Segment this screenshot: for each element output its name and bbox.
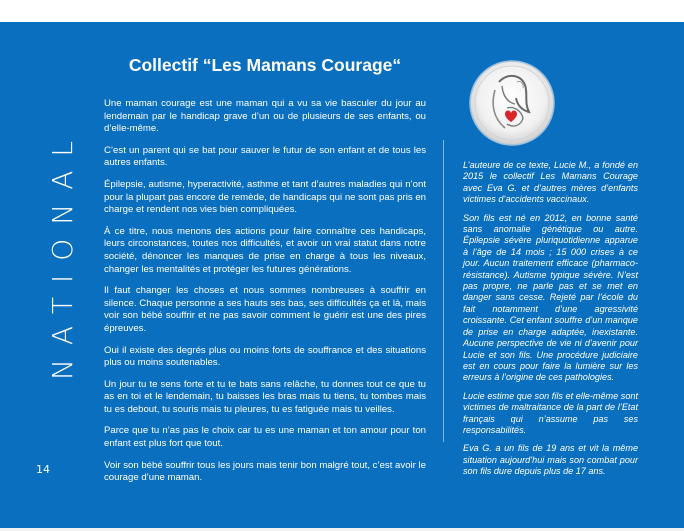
column-divider bbox=[443, 140, 444, 442]
article-body bbox=[104, 98, 426, 494]
article-paragraph: Il faut changer les choses et nous sommes nombreuses à souffrir en silence. Chaque personne a ses hauts ses bas, ses difficultés ça et là, mais voir son bébé souffrir et ne pas savoir comment le guérir est une des pires épreuves. bbox=[104, 285, 426, 334]
article-paragraph: Épilepsie, autisme, hyperactivité, asthme et tant d’autres maladies qui n’ont pour la plupart pas encore de remède, de handicaps qui ne sont pas pris en charge et rendent nos vies bien compliquées. bbox=[104, 178, 426, 216]
author-sidebar bbox=[463, 160, 638, 485]
article-paragraph: Parce que tu n’as pas le choix car tu es une maman et ton amour pour ton enfant est plus fort que tout. bbox=[104, 425, 426, 450]
top-margin bbox=[0, 0, 684, 22]
section-label-text: NATIONAL bbox=[46, 126, 80, 380]
sidebar-paragraph: Lucie estime que son fils et elle-même sont victimes de maltraitance de la part de l’Etat français qui n’assume pas ses responsabilités. bbox=[463, 390, 638, 435]
article-title: Collectif “Les Mamans Courage“ bbox=[128, 55, 402, 75]
article-paragraph: Un jour tu te sens forte et tu te bats sans relâche, tu donnes tout ce que tu as en toi et le lendemain, tu baisses les bras mais tu tiens, tu tombes mais tu es debout, tu souris mais tu pleures, tu es fatiguée mais tu veilles. bbox=[104, 378, 426, 415]
page-number: 14 bbox=[36, 463, 50, 476]
article-paragraph: C’est un parent qui se bat pour sauver le futur de son enfant et de tous les autres enfants. bbox=[104, 144, 426, 169]
mother-and-child-icon bbox=[469, 60, 555, 146]
sidebar-paragraph: Son fils est né en 2012, en bonne santé sans anomalie génétique ou autre. Épilepsie sévère pluriquotidienne apparue à l’âge de 14 mois ; 15 000 crises à ce jour. Aucun traitement efficace (pharmaco-résistance). Autisme typique sévère. N’est pas propre, ne parle pas et se met en danger sans cesse. Rejeté par l’école du fait notamment d’une agressivité croissante. Cet enfant souffre d’un manque de prise en charge adaptée, inexistante. Aucune perspective de vie ni d’avenir pour Lucie et son fils. Une procédure judiciaire est en cours pour faire la lumière sur les erreurs à l’origine de ces pathologies. bbox=[463, 212, 638, 383]
article-paragraph: À ce titre, nous menons des actions pour faire connaître ces handicaps, leurs circonstances, toutes nos difficultés, et avoir un vrai statut dans notre société, dénoncer les manques de prise en charge à tous les niveaux, changer les mentalités et protéger les futures générations. bbox=[104, 225, 426, 275]
sidebar-paragraph: L’auteure de ce texte, Lucie M., a fondé en 2015 le collectif Les Mamans Courage avec Eva G. et d’autres mères d’enfants victimes d’accidents vaccinaux. bbox=[463, 160, 638, 205]
article-paragraph: Une maman courage est une maman qui a vu sa vie basculer du jour au lendemain par le handicap grave d’un ou de plusieurs de ses enfants, ou d’elle-même. bbox=[104, 98, 426, 135]
sidebar-paragraph: Eva G. a un fils de 19 ans et vit la même situation aujourd’hui mais son combat pour son fils dure depuis plus de 17 ans. bbox=[463, 443, 638, 477]
article-paragraph: Voir son bébé souffrir tous les jours mais tenir bon malgré tout, c’est avoir le courage d’une maman. bbox=[104, 459, 426, 484]
article-paragraph: Oui il existe des degrés plus ou moins forts de souffrance et des situations plus ou moins soutenables. bbox=[104, 344, 426, 369]
section-label bbox=[46, 126, 80, 380]
